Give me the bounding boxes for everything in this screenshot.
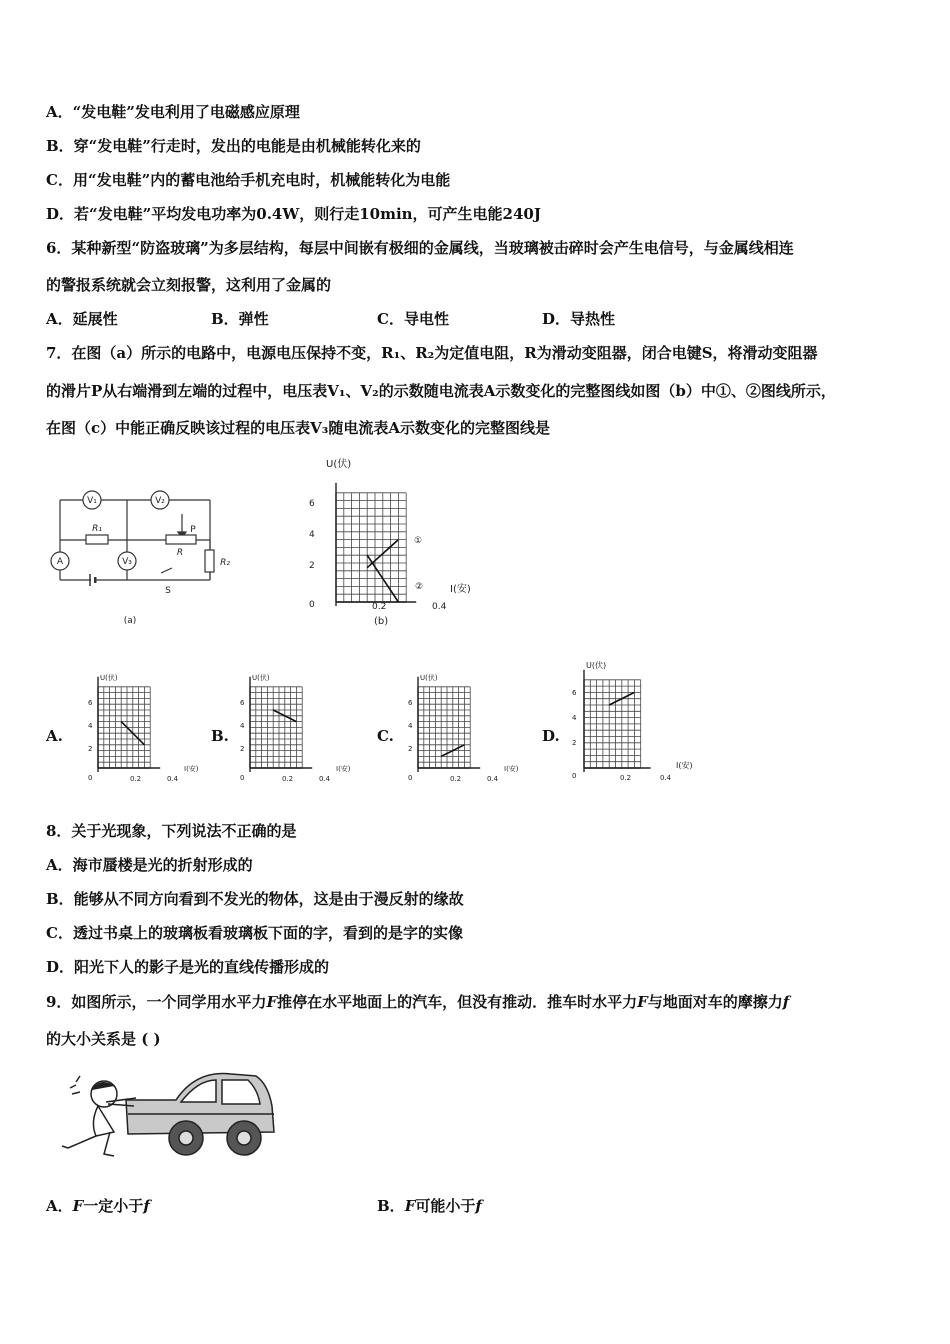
option-a-xtick-02: 0.2	[130, 775, 142, 783]
friction-f: f	[782, 993, 790, 1011]
figure-a-caption: (a)	[123, 616, 137, 626]
option-a-xtick-04: 0.4	[167, 775, 179, 783]
graph-b-origin: 0	[309, 600, 315, 610]
q7-stem-line3: 在图（c）中能正确反映该过程的电压表V₃随电流表A示数变化的完整图线是	[46, 419, 550, 437]
option-b-ytick-6: 6	[240, 699, 245, 707]
option-d-xtick-04: 0.4	[660, 774, 672, 782]
option-graph-b	[236, 670, 366, 790]
q9-stem-line2: 的大小关系是 ( )	[46, 1030, 161, 1048]
graph-b-mark-2: ②	[415, 582, 424, 592]
option-d-ytick-4: 4	[572, 714, 577, 722]
car-push-illustration	[56, 1062, 281, 1167]
q6-option-a: A．延展性	[46, 310, 118, 328]
graph-b-mark-1: ①	[414, 536, 423, 546]
graph-b-ylabel: U(伏)	[326, 459, 352, 470]
q5-option-c: C．用“发电鞋”内的蓄电池给手机充电时，机械能转化为电能	[46, 171, 451, 189]
force-F: F	[266, 993, 278, 1011]
option-b-xtick-04: 0.4	[319, 775, 331, 783]
q5-option-a: A．“发电鞋”发电利用了电磁感应原理	[46, 103, 300, 121]
option-a-xlabel: I(安)	[184, 765, 199, 773]
option-a-ytick-4: 4	[88, 722, 93, 730]
option-a-origin: 0	[88, 774, 93, 782]
q7-option-a-label: A.	[46, 727, 63, 745]
resistor-r1	[86, 535, 108, 544]
q6-option-b: B．弹性	[211, 310, 269, 328]
option-graph-d	[568, 656, 708, 790]
option-a-ytick-6: 6	[88, 699, 93, 707]
option-d-ylabel: U(伏)	[586, 661, 607, 670]
option-c-ytick-6: 6	[408, 699, 413, 707]
graph-b	[300, 452, 500, 632]
option-b-ytick-2: 2	[240, 745, 245, 753]
q9-stem-line1: 9．如图所示，一个同学用水平力F推停在水平地面上的汽车，但没有推动．推车时水平力F与地面对车的摩擦力f	[46, 993, 790, 1011]
graph-b-xtick-02: 0.2	[372, 602, 387, 612]
q8-option-c: C．透过书桌上的玻璃板看玻璃板下面的字，看到的是字的实像	[46, 924, 463, 942]
option-c-ytick-4: 4	[408, 722, 413, 730]
q7-option-d-label: D.	[542, 727, 560, 745]
v1-label: V₁	[87, 496, 97, 506]
option-a-ylabel: U(伏)	[100, 674, 118, 682]
rheostat-r	[166, 535, 196, 544]
graph-b-ytick-6: 6	[309, 499, 315, 509]
ammeter-label: A	[56, 557, 64, 567]
v2-label: V₂	[155, 496, 165, 506]
r2-label: R₂	[220, 558, 230, 568]
option-c-ylabel: U(伏)	[420, 674, 438, 682]
q5-option-d: D．若“发电鞋”平均发电功率为0.4W，则行走10min，可产生电能240J	[46, 205, 541, 223]
force-F-2: F	[637, 993, 648, 1011]
option-c-xtick-04: 0.4	[487, 775, 499, 783]
q8-option-a: A．海市蜃楼是光的折射形成的	[46, 856, 253, 874]
q9-option-b: B．F可能小于f	[377, 1197, 482, 1215]
graph-b-xlabel: I(安)	[450, 584, 471, 595]
q9-option-a: A．F一定小于f	[46, 1197, 150, 1215]
option-d-ytick-2: 2	[572, 739, 577, 747]
option-d-origin: 0	[572, 772, 577, 780]
q7-option-c-label: C.	[377, 727, 394, 745]
option-d-xtick-02: 0.2	[620, 774, 632, 782]
q5-option-b: B．穿“发电鞋”行走时，发出的电能是由机械能转化来的	[46, 137, 421, 155]
option-c-origin: 0	[408, 774, 413, 782]
graph-b-caption: (b)	[374, 616, 389, 627]
q7-option-b-label: B.	[211, 727, 229, 745]
option-graph-c	[404, 670, 534, 790]
option-a-ytick-2: 2	[88, 745, 93, 753]
v3-label: V₃	[122, 557, 132, 567]
q6-stem-line2: 的警报系统就会立刻报警，这利用了金属的	[46, 276, 332, 294]
graph-b-xtick-04: 0.4	[432, 602, 447, 612]
option-b-xlabel: I(安)	[336, 765, 351, 773]
option-c-xtick-02: 0.2	[450, 775, 462, 783]
q8-option-d: D．阳光下人的影子是光的直线传播形成的	[46, 958, 330, 976]
option-d-xlabel: I(安)	[676, 761, 693, 770]
q6-option-d: D．导热性	[542, 310, 616, 328]
option-b-xtick-02: 0.2	[282, 775, 294, 783]
graph-b-ytick-2: 2	[309, 561, 315, 571]
resistor-r2	[205, 550, 214, 572]
option-c-ytick-2: 2	[408, 745, 413, 753]
q6-stem-line1: 6．某种新型“防盗玻璃”为多层结构，每层中间嵌有极细的金属线，当玻璃被击碎时会产生电信号，与金属线相连	[46, 239, 794, 257]
q7-stem-line1: 7．在图（a）所示的电路中，电源电压保持不变，R₁、R₂为定值电阻，R为滑动变阻器，闭合电键S，将滑动变阻器	[46, 344, 818, 362]
r-label: R	[176, 548, 184, 558]
q8-stem: 8．关于光现象，下列说法不正确的是	[46, 822, 297, 840]
option-b-origin: 0	[240, 774, 245, 782]
option-d-ytick-6: 6	[572, 689, 577, 697]
q6-option-c: C．导电性	[377, 310, 449, 328]
option-graph-a	[84, 670, 214, 790]
r1-label: R₁	[92, 524, 102, 534]
q8-option-b: B．能够从不同方向看到不发光的物体，这是由于漫反射的缘故	[46, 890, 464, 908]
circuit-diagram-a	[44, 480, 244, 630]
q7-stem-line2: 的滑片P从右端滑到左端的过程中，电压表V₁、V₂的示数随电流表A示数变化的完整图线如图（b）中①、②图线所示，	[46, 382, 836, 400]
option-b-ytick-4: 4	[240, 722, 245, 730]
option-b-ylabel: U(伏)	[252, 674, 270, 682]
switch-s-label: S	[165, 586, 171, 596]
slider-p-label: P	[190, 525, 196, 535]
option-c-xlabel: I(安)	[504, 765, 519, 773]
graph-b-ytick-4: 4	[309, 530, 315, 540]
